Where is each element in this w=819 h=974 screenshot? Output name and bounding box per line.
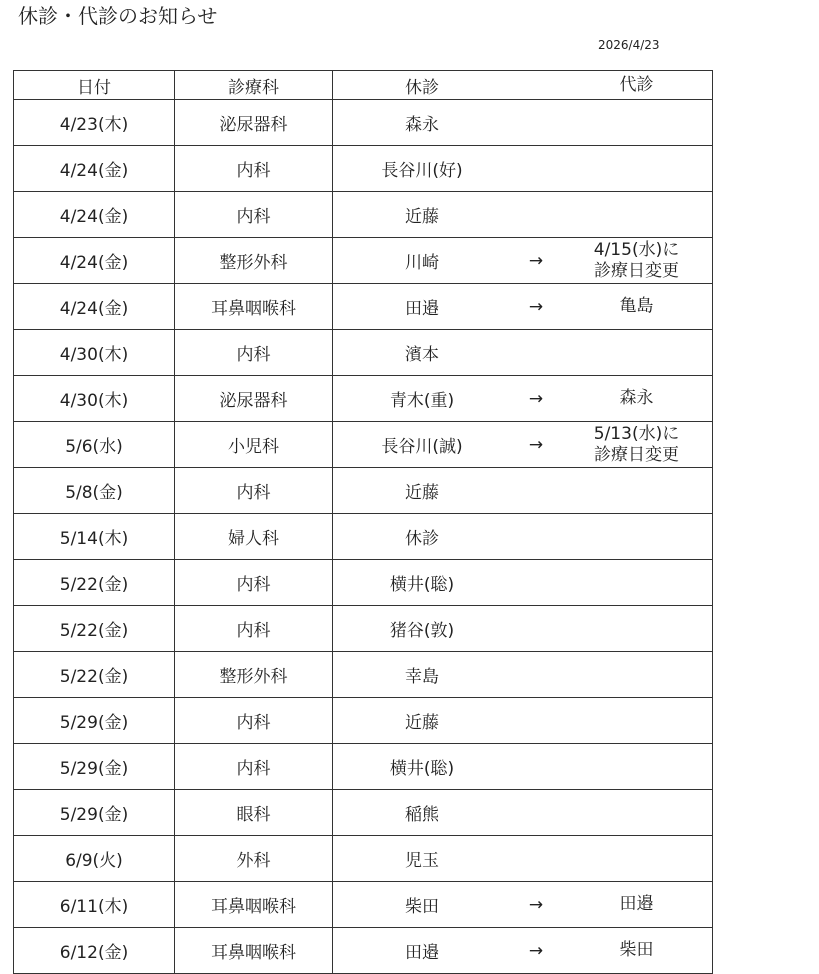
cell-date: 6/9(火): [14, 836, 175, 882]
cell-department: 整形外科: [175, 652, 333, 698]
table-row: [14, 514, 713, 560]
header-arrow-spacer: [511, 71, 561, 100]
table-row: [14, 238, 713, 284]
cell-department: 整形外科: [175, 238, 333, 284]
cell-substitute: [561, 192, 713, 238]
cell-department: 内科: [175, 560, 333, 606]
cell-closed-doctor: 児玉: [333, 836, 512, 882]
cell-date: 6/11(木): [14, 882, 175, 928]
table-row: [14, 652, 713, 698]
cell-substitute: 4/15(水)に 診療日変更: [561, 238, 713, 284]
cell-substitute: 田邉: [561, 882, 713, 928]
arrow-icon: [511, 836, 561, 882]
cell-closed-doctor: 稲熊: [333, 790, 512, 836]
page-title: 休診・代診のお知らせ: [18, 4, 218, 28]
arrow-icon: [511, 330, 561, 376]
table-row: [14, 146, 713, 192]
table-row: [14, 284, 713, 330]
cell-date: 5/29(金): [14, 790, 175, 836]
cell-department: 内科: [175, 330, 333, 376]
arrow-icon: →: [511, 928, 561, 974]
cell-substitute: [561, 146, 713, 192]
cell-closed-doctor: 田邉: [333, 284, 512, 330]
cell-closed-doctor: 青木(重): [333, 376, 512, 422]
arrow-icon: [511, 468, 561, 514]
table-row: [14, 100, 713, 146]
cell-department: 外科: [175, 836, 333, 882]
header-closed: 休診: [333, 71, 512, 100]
cell-department: 泌尿器科: [175, 376, 333, 422]
cell-date: 5/29(金): [14, 698, 175, 744]
cell-closed-doctor: 近藤: [333, 468, 512, 514]
cell-department: 耳鼻咽喉科: [175, 284, 333, 330]
cell-department: 婦人科: [175, 514, 333, 560]
table-body: [14, 100, 713, 974]
arrow-icon: →: [511, 376, 561, 422]
cell-substitute: [561, 652, 713, 698]
cell-closed-doctor: 田邉: [333, 928, 512, 974]
cell-date: 5/14(木): [14, 514, 175, 560]
table-header-row: [14, 71, 713, 100]
table-row: [14, 422, 713, 468]
schedule-table: [13, 70, 713, 974]
cell-substitute: [561, 698, 713, 744]
cell-date: 4/24(金): [14, 146, 175, 192]
cell-department: 眼科: [175, 790, 333, 836]
cell-date: 5/8(金): [14, 468, 175, 514]
cell-substitute: 5/13(水)に 診療日変更: [561, 422, 713, 468]
cell-closed-doctor: 猪谷(敦): [333, 606, 512, 652]
table-row: [14, 330, 713, 376]
cell-department: 小児科: [175, 422, 333, 468]
cell-substitute: [561, 560, 713, 606]
arrow-icon: [511, 744, 561, 790]
cell-date: 4/23(木): [14, 100, 175, 146]
table-row: [14, 376, 713, 422]
header-date: 日付: [14, 71, 175, 100]
header-department: 診療科: [175, 71, 333, 100]
cell-date: 4/24(金): [14, 238, 175, 284]
cell-date: 5/29(金): [14, 744, 175, 790]
cell-department: 内科: [175, 744, 333, 790]
cell-closed-doctor: 横井(聡): [333, 560, 512, 606]
arrow-icon: [511, 100, 561, 146]
cell-substitute: [561, 468, 713, 514]
cell-closed-doctor: 近藤: [333, 192, 512, 238]
cell-substitute: [561, 100, 713, 146]
cell-department: 内科: [175, 146, 333, 192]
cell-date: 4/30(木): [14, 376, 175, 422]
cell-substitute: [561, 790, 713, 836]
arrow-icon: →: [511, 882, 561, 928]
cell-date: 5/22(金): [14, 652, 175, 698]
cell-substitute: 柴田: [561, 928, 713, 974]
cell-closed-doctor: 川崎: [333, 238, 512, 284]
cell-department: 泌尿器科: [175, 100, 333, 146]
table-row: [14, 606, 713, 652]
table-row: [14, 928, 713, 974]
header-substitute: 代診: [561, 71, 713, 100]
table-row: [14, 790, 713, 836]
arrow-icon: [511, 606, 561, 652]
arrow-icon: [511, 560, 561, 606]
arrow-icon: [511, 514, 561, 560]
cell-closed-doctor: 近藤: [333, 698, 512, 744]
cell-closed-doctor: 長谷川(好): [333, 146, 512, 192]
arrow-icon: [511, 790, 561, 836]
cell-date: 5/6(水): [14, 422, 175, 468]
cell-department: 耳鼻咽喉科: [175, 882, 333, 928]
cell-closed-doctor: 柴田: [333, 882, 512, 928]
arrow-icon: [511, 146, 561, 192]
cell-department: 耳鼻咽喉科: [175, 928, 333, 974]
cell-department: 内科: [175, 606, 333, 652]
cell-closed-doctor: 横井(聡): [333, 744, 512, 790]
table-row: [14, 836, 713, 882]
cell-substitute: [561, 836, 713, 882]
cell-department: 内科: [175, 192, 333, 238]
table-row: [14, 744, 713, 790]
cell-substitute: 亀島: [561, 284, 713, 330]
arrow-icon: [511, 192, 561, 238]
table-row: [14, 468, 713, 514]
cell-closed-doctor: 幸島: [333, 652, 512, 698]
cell-date: 4/30(木): [14, 330, 175, 376]
cell-date: 4/24(金): [14, 284, 175, 330]
cell-date: 4/24(金): [14, 192, 175, 238]
arrow-icon: [511, 698, 561, 744]
cell-date: 5/22(金): [14, 560, 175, 606]
cell-substitute: [561, 606, 713, 652]
arrow-icon: →: [511, 422, 561, 468]
cell-closed-doctor: 森永: [333, 100, 512, 146]
cell-department: 内科: [175, 698, 333, 744]
table-row: [14, 560, 713, 606]
cell-date: 6/12(金): [14, 928, 175, 974]
cell-closed-doctor: 休診: [333, 514, 512, 560]
table-row: [14, 698, 713, 744]
cell-substitute: 森永: [561, 376, 713, 422]
notice-date: 2026/4/23: [598, 38, 660, 52]
arrow-icon: →: [511, 284, 561, 330]
cell-department: 内科: [175, 468, 333, 514]
table-row: [14, 192, 713, 238]
cell-closed-doctor: 長谷川(誠): [333, 422, 512, 468]
cell-substitute: [561, 514, 713, 560]
cell-substitute: [561, 744, 713, 790]
arrow-icon: [511, 652, 561, 698]
cell-closed-doctor: 濱本: [333, 330, 512, 376]
table-row: [14, 882, 713, 928]
cell-date: 5/22(金): [14, 606, 175, 652]
arrow-icon: →: [511, 238, 561, 284]
cell-substitute: [561, 330, 713, 376]
